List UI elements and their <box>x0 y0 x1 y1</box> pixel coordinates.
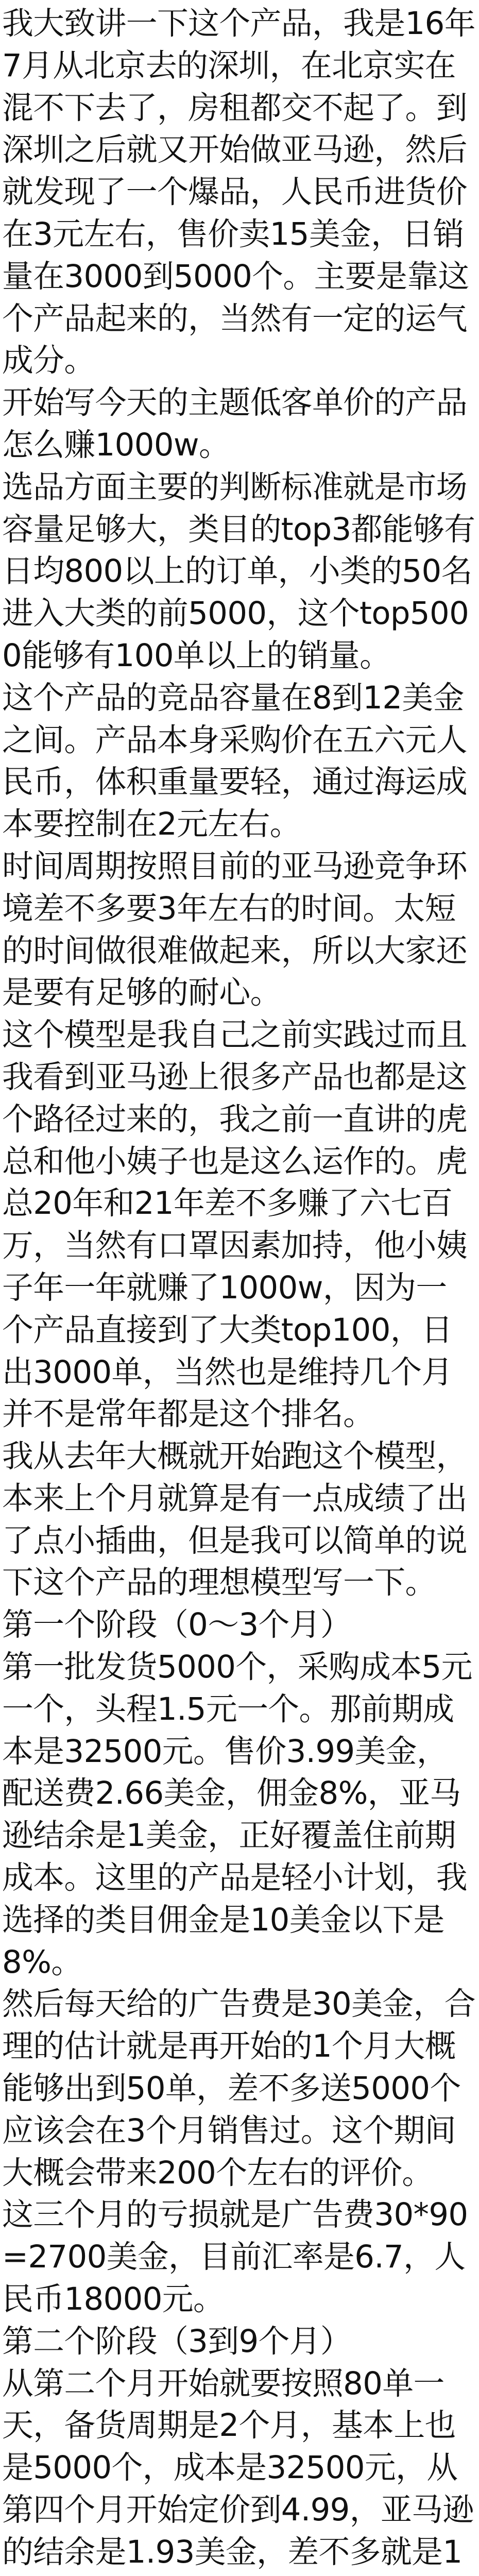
paragraph: 从第二个月开始就要按照80单一天，备货周期是2个月，基本上也是5000个，成本是32500元，从第四个月开始定价到4.99，亚马逊的结余是1.93美金，差不多就是1 <box>2 2365 474 2570</box>
paragraph: 然后每天给的广告费是30美金，合理的估计就是再开始的1个月大概能够出到50单，差不多送5000个应该会在3个月销售过。这个期间大概会带来200个左右的评价。 <box>2 1986 475 2191</box>
paragraph: 这个产品的竞品容量在8到12美金之间。产品本身采购价在五六元人民币，体积重量要轻，通过海运成本要控制在2元左右。 <box>2 680 467 843</box>
paragraph: 这个模型是我自己之前实践过而且我看到亚马逊上很多产品也都是这个路径过来的，我之前一直讲的虎总和他小姨子也是这么运作的。虎总20年和21年差不多赚了六七百万，当然有口罩因素加持，他小姨子年一年就赚了1000w，因为一个产品直接到了大类top100，日出3000单，当然也是维持几个月并不是常年都是这个排名。 <box>2 1017 467 1433</box>
section-heading: 第二个阶段（3到9个月） <box>2 2323 352 2360</box>
paragraph: 时间周期按照目前的亚马逊竞争环境差不多要3年左右的时间。太短的时间做很难做起来，所以大家还是要有足够的耐心。 <box>2 848 467 1011</box>
paragraph: 我大致讲一下这个产品，我是16年7月从北京去的深圳，在北京实在混不下去了，房租都交不起了。到深圳之后就又开始做亚马逊，然后就发现了一个爆品，人民币进货价在3元左右，售价卖15美金，日销量在3000到5000个。主要是靠这个产品起来的，当然有一定的运气成分。 <box>2 6 475 379</box>
paragraph: 这三个月的亏损就是广告费30*90=2700美金，目前汇率是6.7，人民币18000元。 <box>2 2197 468 2318</box>
paragraph: 我从去年大概就开始跑这个模型，本来上个月就算是有一点成绩了出了点小插曲，但是我可以简单的说下这个产品的理想模型写一下。 <box>2 1438 467 1601</box>
section-heading: 第一个阶段（0～3个月） <box>2 1607 352 1643</box>
paragraph: 第一批发货5000个，采购成本5元一个，头程1.5元一个。那前期成本是32500元。售价3.99美金，配送费2.66美金，佣金8%，亚马逊结余是1美金，正好覆盖住前期成本。这里的产品是轻小计划，我选择的类目佣金是10美金以下是8%。 <box>2 1649 472 1980</box>
paragraph: 选品方面主要的判断标准就是市场容量足够大，类目的top3都能够有日均800以上的订单，小类的50名进入大类的前5000，这个top5000能够有100单以上的销量。 <box>2 469 475 674</box>
paragraph: 开始写今天的主题低客单价的产品怎么赚1000w。 <box>2 385 467 463</box>
